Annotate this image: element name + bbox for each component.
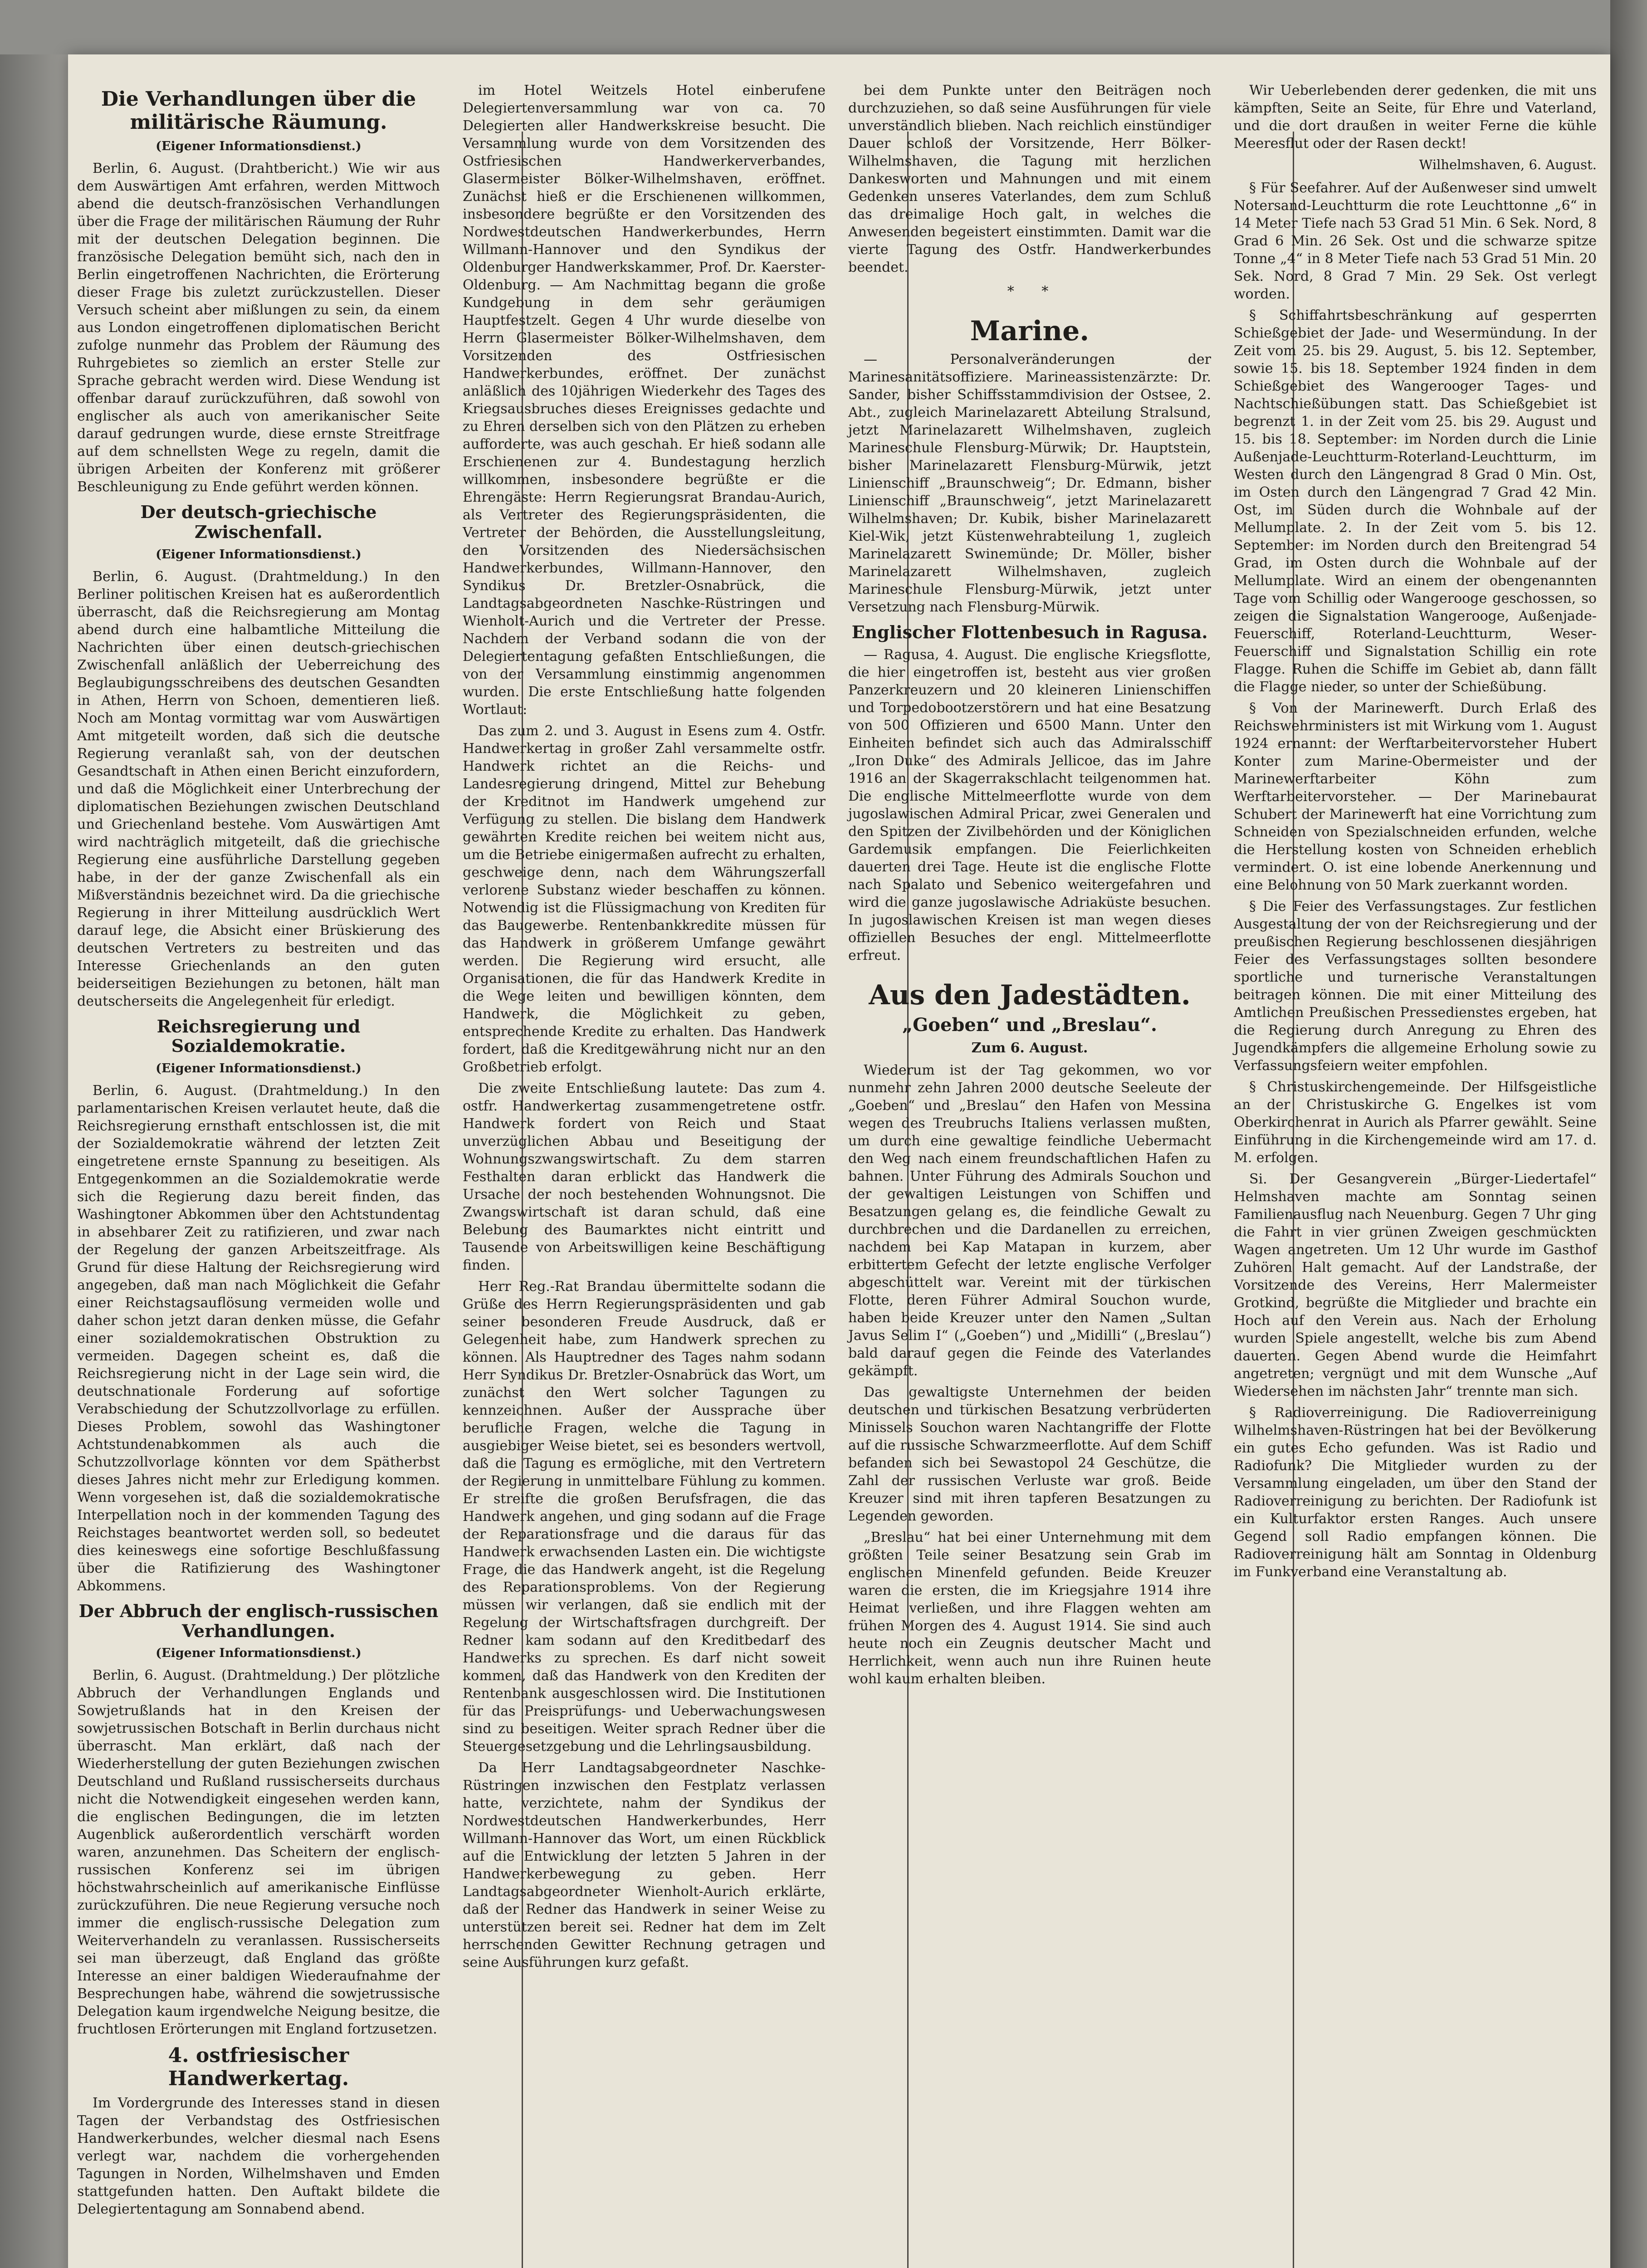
separator: * * — [1007, 284, 1052, 299]
resolution-text: Die zweite Entschließung lautete: Das zum 4. ostfr. Handwerkertag zusammengetretene ostfr. Handwerk fordert von Reich und Staat unverzüglichen Abbau und Beseitigung der Wohnungszwangswirtschaft. Zu dem starren Festhalten daran erblickt das Handwerk die Ursache der noch bestehenden Wohnungsnot. Die Zwangswirtschaft ist daran schuld, daß eine Belebung des Baumarktes nicht eintritt und Tausende von Arbeitswilligen keine Beschäftigung finden. — [463, 1080, 826, 1273]
column-2 — [463, 82, 826, 1975]
headline-zwischenfall: Der deutsch-griechische Zwischenfall. — [140, 502, 377, 542]
column-4 — [1234, 82, 1597, 1584]
subheadline-goeben-breslau: „Goeben“ und „Breslau“. — [902, 1014, 1157, 1036]
article-text: Da Herr Landtagsabgeordneter Naschke-Rüstringen inzwischen den Festplatz verlassen hatte, verzichtete, nahm der Syndikus der Nordwestdeutschen Handwerkerbundes, Herr Willmann-Hannover das Wort, um einen Rückblick auf die Entwicklung der letzten 5 Jahren in der Handwerkerbewegung zu geben. Herr Landtagsabgeordneter Wienholt-Aurich erklärte, daß der Redner das Handwerk in seiner Weise zu unterstützen bereit sei. Redner hat dem im Zelt herrschenden Gewitter Rechnung getragen und seine Ausführungen kurz gefaßt. — [463, 1760, 826, 1970]
page-shadow-right — [1610, 0, 1647, 2268]
notice-radio: § Radioverreinigung. Die Radioverreinigung Wilhelmshaven-Rüstringen hat bei der Bevölkerung ein gutes Echo gefunden. Was ist Radio und Radiofunk? Die Mitglieder wurden zu der Versammlung eingeladen, um über den Stand der Radioverreinigung zu berichten. Der Radiofunk ist ein Kulturfaktor ersten Ranges. Auch unsere Gegend soll Radio empfangen können. Die Radioverreinigung hält am Sonntag in Oldenburg im Funkverband eine Veranstaltung ab. — [1234, 1405, 1597, 1580]
column-1 — [77, 82, 440, 2222]
article-text: im Hotel Weitzels Hotel einberufene Delegiertenversammlung war von ca. 70 Delegierten aller Handwerkskreise besucht. Die Versammlung wurde von dem Vorsitzenden des Ostfriesischen Handwerkerverbandes, Glasermeister Bölker-Wilhelmshaven, eröffnet. Zunächst hieß er die Erschienenen willkommen, insbesondere begrüßte er den Vorsitzenden des Nordwestdeutschen Handwerkerbundes, Herrn Willmann-Hannover und den Syndikus der Oldenburger Handwerkskammer, Prof. Dr. Kaerster-Oldenburg. — Am Nachmittag begann die große Kundgebung in dem sehr geräumigen Hauptfestzelt. Gegen 4 Uhr wurde dieselbe von Herrn Glasermeister Bölker-Wilhelmshaven, dem Vorsitzenden des Ostfriesischen Handwerkerbundes, eröffnet. Der zunächst anläßlich des 10jährigen Wiederkehr des Tages des Kriegsausbruches dieses Ereignisses gedachte und zu Ehren derselben sich von den Plätzen zu erheben aufforderte, was auch geschah. Er hieß sodann alle Erschienenen zur 4. Bundestagung herzlich willkommen, insbesondere begrüßte er die Ehrengäste: Herrn Regierungsrat Brandau-Aurich, als Vertreter des Regierungspräsidenten, die Vertreter der Behörden, die Ausstellungsleitung, den Vorsitzenden des Niedersächsischen Handwerkerbundes, Willmann-Hannover, den Syndikus Dr. Bretzler-Osnabrück, die Landtagsabgeordneten Naschke-Rüstringen und Wienholt-Aurich und die Vertreter der Presse. Nachdem der Verband sodann die von der Delegiertentagung gefaßten Entschließungen, die von der Versammlung einstimmig angenommen wurden. Die erste Entschließung hatte folgenden Wortlaut: — [463, 83, 826, 718]
article-text: Im Vordergrunde des Interesses stand in diesen Tagen der Verbandstag des Ostfriesischen Handwerkerbundes, welcher diesmal nach Esens verlegt war, nachdem die vorhergehenden Tagungen in Norden, Wilhelmshaven und Emden stattgefunden hatten. Den Auftakt bildete die Delegiertentagung am Sonnabend abend. — [77, 2095, 440, 2217]
headline-marine: Marine. — [970, 315, 1090, 347]
article-text: Wiederum ist der Tag gekommen, wo vor nunmehr zehn Jahren 2000 deutsche Seeleute der „Goeben“ und „Breslau“ den Hafen von Messina wegen des Treubruchs Italiens verlassen mußten, um durch eine gewaltige feindliche Uebermacht den Weg nach einem freundschaftlichen Hafen zu bahnen. Unter Führung des Admirals Souchon und der gewaltigen Leistungen von Schiffen und Besatzungen gelang es, die feindliche Gewalt zu durchbrechen und die Dardanellen zu erreichen, nachdem bei Kap Matapan in kurzem, aber erbittertem Gefecht der letzte englische Verfolger abgeschüttelt war. Vereint mit der türkischen Flotte, deren Führer Admiral Souchon wurde, haben beide Kreuzer unter den Namen „Sultan Javus Selim I“ („Goeben“) und „Midilli“ („Breslau“) bald darauf gegen die Feinde des Vaterlandes gekämpft. — [848, 1062, 1211, 1379]
article-text: Das gewaltigste Unternehmen der beiden deutschen und türkischen Besatzung verbrüderten Minissels Souchon waren Nachtangriffe der Flotte auf die russische Schwarzmeerflotte. Auf dem Schiff befanden sich bei Sewastopol 24 Geschütze, die Zahl der russischen Verluste war groß. Beide Kreuzer sind mit ihren tapferen Besatzungen zu Legenden geworden. — [848, 1384, 1211, 1524]
page-shadow-left — [0, 54, 68, 2268]
byline: (Eigener Informationsdienst.) — [156, 547, 362, 562]
byline: (Eigener Informationsdienst.) — [156, 1061, 362, 1075]
article-text: — Personalveränderungen der Marinesanitätsoffiziere. Marineassistenzärzte: Dr. Sander, bisher Schiffsstammdivision der Ostsee, 2. Abt., zugleich Marinelazarett Abteilung Stralsund, jetzt Marinelazarett Wilhelmshaven, zugleich Marineschule Flensburg-Mürwik; Dr. Hauptstein, bisher Marinelazarett Flensburg-Mürwik, jetzt Linienschiff „Braunschweig“; Dr. Edmann, bisher Linienschiff „Braunschweig“, jetzt Marinelazarett Wilhelmshaven; Dr. Kubik, bisher Marinelazarett Kiel-Wik, jetzt Küstenwehrabteilung 1, zugleich Marinelazarett Swinemünde; Dr. Möller, bisher Marinelazarett Wilhelmshaven, zugleich Marineschule Flensburg-Mürwik, jetzt unter Versetzung nach Flensburg-Mürwik. — [848, 352, 1211, 615]
headline-englisch-russisch: Der Abbruch der englisch-russischen Verhandlungen. — [78, 1600, 439, 1641]
byline: (Eigener Informationsdienst.) — [156, 139, 362, 154]
column-3 — [848, 82, 1211, 1691]
article-text: Berlin, 6. August. (Drahtmeldung.) In den parlamentarischen Kreisen verlautet heute, daß die Reichsregierung ernsthaft entschlossen ist, die mit der Sozialdemokratie während der letzten Zeit eingetretene ernste Spannung zu beseitigen. Als Entgegenkommen an die Sozialdemokratie werde sich die Regierung dazu bereit finden, das Washingtoner Abkommen über den Achtstundentag in absehbarer Zeit zu ratifizieren, und zwar nach der Regelung der ganzen Arbeitszeitfrage. Als Grund für diese Haltung der Reichsregierung wird angegeben, daß man nach Möglichkeit die Gefahr einer Reichstagsauflösung vermeiden wolle und daher schon jetzt daran denken müsse, die Gefahr einer sozialdemokratischen Obstruktion zu vermeiden. Dagegen scheint es, daß die Reichsregierung nicht in der Lage sein wird, die deutschnationale Forderung auf sofortige Verabschiedung der Schutzzollvorlage zu erfüllen. Dieses Problem, sowohl das Washingtoner Achtstundenabkommen als auch die Schutzzollvorlage könnten vor dem Spätherbst dieses Jahres nicht mehr zur Erledigung kommen. Wenn vorgesehen ist, daß die sozialdemokratische Interpellation noch in der kommenden Tagung des Reichstages beantwortet werden soll, so bedeutet dies keineswegs eine sofortige Beschlußfassung über die Ratifizierung des Washingtoner Abkommens. — [77, 1082, 440, 1594]
article-text: bei dem Punkte unter den Beiträgen noch durchzuziehen, so daß seine Ausführungen für viele unverständlich blieben. Nach reichlich einstündiger Dauer schloß der Vorsitzende, Herr Bölker-Wilhelmshaven, die Tagung mit herzlichen Dankesworten und Mahnungen und mit einem Gedenken unseres Vaterlandes, dem zum Schluß das dreimalige Hoch galt, in welches die Anwesenden begeistert einstimmten. Damit war die vierte Tagung des Ostfr. Handwerkerbundes beendet. — [848, 83, 1211, 275]
article-text: — Ragusa, 4. August. Die englische Kriegsflotte, die hier eingetroffen ist, besteht aus vier großen Panzerkreuzern und 20 kleineren Linienschiffen und Torpedobootzerstörern und hat eine Besatzung von 500 Offizieren und 6500 Mann. Unter den Einheiten befindet sich auch das Admiralsschiff „Iron Duke“ des Admirals Jellicoe, das im Jahre 1916 an der Skagerrakschlacht teilgenommen hat. Die englische Mittelmeerflotte wurde von dem jugoslawischen Admiral Pricar, zwei Generalen und den Spitzen der Zivilbehörden und der Königlichen Gardemusik empfangen. Die Feierlichkeiten dauerten drei Tage. Heute ist die englische Flotte nach Spalato und Sebenico weitergefahren und wird die ganze jugoslawische Adriaküste besuchen. In jugoslawischen Kreisen ist man wegen dieses offiziellen Besuches der engl. Mittelmeerflotte erfreut. — [848, 646, 1211, 963]
article-text: Berlin, 6. August. (Drahtbericht.) Wie wir aus dem Auswärtigen Amt erfahren, werden Mittwoch abend die deutsch-französischen Verhandlungen über die Frage der militärischen Räumung der Ruhr mit der deutschen Delegation beginnen. Die französische Delegation bemüht sich, nach den in Berlin eingetroffenen Nachrichten, die Erörterung dieser Frage bis zuletzt zurückzustellen. Dieser Versuch scheint aber mißlungen zu sein, da einem aus London eingetroffenen diplomatischen Bericht zufolge nunmehr das Problem der Räumung des Ruhrgebietes so ziemlich an erster Stelle zur Sprache gebracht werden wird. Diese Wendung ist offenbar darauf zurückzuführen, daß sowohl von englischer als auch von amerikanischer Seite darauf gedrungen wurde, diese ernste Streitfrage auf dem schnellsten Wege zu regeln, damit die übrigen Arbeiten der Konferenz mit größerer Beschleunigung zu Ende geführt werden können. — [77, 161, 440, 495]
notice-seefahrer: § Für Seefahrer. Auf der Außenweser sind umwelt Notersand-Leuchtturm die rote Leuchttonne „6“ in 14 Meter Tiefe nach 53 Grad 51 Min. 6 Sek. Nord, 8 Grad 6 Min. 26 Sek. Ost und die schwarze spitze Tonne „4“ in 8 Meter Tiefe nach 53 Grad 51 Min. 20 Sek. Nord, 8 Grad 7 Min. 29 Sek. Ost verlegt worden. — [1234, 180, 1597, 302]
headline-flottenbesuch: Englischer Flottenbesuch in Ragusa. — [851, 622, 1208, 642]
notice-gesangverein: Si. Der Gesangverein „Bürger-Liedertafel“ Helmshaven machte am Sonntag seinen Familienausflug nach Neuenburg. Gegen 7 Uhr ging die Fahrt in vier grünen Zweigen geschmückten Wagen angetreten. Um 12 Uhr wurde im Gasthof Zuhören Halt gemacht. Auf der Landstraße, der Vorsitzende des Vereins, Herr Malermeister Grotkind, begrüßte die Mitglieder und brachte ein Hoch auf den Verein aus. Nach der Erholung wurden Spiele angestellt, welche bis zum Abend dauerten. Gegen Abend wurde die Heimfahrt angetreten; vergnügt und mit dem Wunsche „Auf Wiedersehen im nächsten Jahr“ trennte man sich. — [1234, 1171, 1597, 1399]
article-text: „Breslau“ hat bei einer Unternehmung mit dem größten Teile seiner Besatzung sein Grab im englischen Minenfeld gefunden. Beide Kreuzer waren die ersten, die im Kriegsjahre 1914 ihre Heimat verließen, und ihre Flaggen wehten am frühen Morgen des 4. August 1914. Sie sind auch heute noch ein Zeugnis deutscher Macht und Herrlichkeit, wenn auch nun ihre Ruinen heute wohl kaum erhalten bleiben. — [848, 1529, 1211, 1687]
notice-marinewerft: § Von der Marinewerft. Durch Erlaß des Reichswehrministers ist mit Wirkung vom 1. August 1924 ernannt: der Werftarbeitervorsteher Hubert Konter zum Marine-Obermeister und der Marinewerftarbeiter Köhn zum Werftarbeitervorsteher. — Der Marinebaurat Schubert der Marinewerft hat eine Vorrichtung zum Schneiden von Spezialschneiden erfunden, welche die Herstellung kosten von Schneiden erheblich vermindert. O. ist eine lobende Anerkennung und eine Belohnung von 50 Mark zuerkannt worden. — [1234, 700, 1597, 893]
dateline: Zum 6. August. — [971, 1040, 1088, 1056]
resolution-text: Das zum 2. und 3. August in Esens zum 4. Ostfr. Handwerkertag in großer Zahl versammelte ostfr. Handwerk richtet an die Reichs- und Landesregierung dringend, Mittel zur Behebung der Kreditnot im Handwerk umgehend zur Verfügung zu stellen. Die bislang dem Handwerk gewährten Kredite reichen bei weitem nicht aus, um die Betriebe einigermaßen aufrecht zu erhalten, geschweige denn, nach dem Währungszerfall verlorene Substanz wieder beschaffen zu können. Notwendig ist die Flüssigmachung von Krediten für das Baugewerbe. Rentenbankkredite müssen für das Handwerk in größerem Umfange gewährt werden. Die Regierung wird ersucht, alle Organisationen, die für das Handwerk Kredite in die Wege leiten und bewilligen könnten, dem Handwerk, die Möglichkeit zu geben, entsprechende Kredite zu erhalten. Das Handwerk fordert, daß die Kreditgewährung nicht nur an den Großbetrieb erfolgt. — [463, 723, 826, 1075]
headline-jadestaedte: Aus den Jadestädten. — [869, 979, 1191, 1011]
notice-christuskirche: § Christuskirchengemeinde. Der Hilfsgeistliche an der Christuskirche G. Engelkes ist vom Oberkirchenrat in Aurich als Pfarrer gewählt. Seine Einführung in die Kirchengemeinde wird am 17. d. M. erfolgen. — [1234, 1079, 1597, 1166]
headline-raeumung: Die Verhandlungen über die militärische Räumung. — [101, 88, 416, 134]
notice-schiessgebiet: § Schiffahrtsbeschränkung auf gesperrten Schießgebiet der Jade- und Wesermündung. In der Zeit vom 25. bis 29. August, 5. bis 12. September, sowie 15. bis 18. September 1924 finden in dem Schießgebiet des Wangerooger Tages- und Nachtschießübungen statt. Das Schießgebiet ist begrenzt 1. in der Zeit vom 25. bis 29. August und 15. bis 18. September: im Norden durch die Linie Außenjade-Leuchtturm-Roterland-Leuchtturm, im Westen durch den Längengrad 8 Grad 0 Min. Ost, im Osten durch den Längengrad 7 Grad 42 Min. Ost, im Süden durch die Wohnbale auf der Mellumplate. 2. In der Zeit vom 5. bis 12. September: im Norden durch den Breitengrad 54 Grad, im Osten durch die Wohnbale auf der Mellumplate. Wird an einem der obengenannten Tage vom Schillig oder Wangerooge geschossen, so zeigen die Signalstation Wangerooge, Außenjade-Feuerschiff, Roterland-Leuchtturm, Weser-Feuerschiff und Signalstation Schillig ein rote Flagge. Ruhen die Schiffe im Gebiet ab, dann fällt die Flagge nieder, so unter der Schießübung. — [1234, 308, 1597, 695]
article-text: Berlin, 6. August. (Drahtmeldung.) In den Berliner politischen Kreisen hat es außerordentlich überrascht, daß die Reichsregierung am Montag abend durch eine halbamtliche Mitteilung die Nachrichten über einen deutsch-griechischen Zwischenfall anläßlich der Ueberreichung des Beglaubigungsschreibens des deutschen Gesandten in Athen, Herrn von Schoen, dementieren ließ. Noch am Montag vormittag war vom Auswärtigen Amt mitgeteilt worden, daß sich die deutsche Regierung veranlaßt sah, von der deutschen Gesandtschaft in Athen einen Bericht einzufordern, und daß die Möglichkeit einer Unterbrechung der diplomatischen Beziehungen zwischen Deutschland und Griechenland bestehe. Vom Auswärtigen Amt wird nachträglich mitgeteilt, daß die griechische Regierung eine ausführliche Darstellung gegeben habe, in der der ganze Zwischenfall als ein Mißverständnis bezeichnet wird. Da die griechische Regierung in ihrer Mitteilung ausdrücklich Wert darauf lege, die Absicht einer Brüskierung des deutschen Vertreters zu bestreiten und das Interesse Griechenlands an den guten beiderseitigen Beziehungen zu betonen, hält man deutscherseits die Angelegenheit für erledigt. — [77, 568, 440, 1009]
notice-verfassungstag: § Die Feier des Verfassungstages. Zur festlichen Ausgestaltung der von der Reichsregierung und der preußischen Regierung beschlossenen diesjährigen Feier des Verfassungstages sollten besondere sportliche und turnerische Veranstaltungen beitragen können. Die mit einer Mitteilung des Amtlichen Preußischen Pressedienstes ergeben, hat die Regierung durch Anregung zu Ehren des Jugendkämpfers die allgemeine Erholung sowie zu Verfassungsfeiern weiter empfohlen. — [1234, 899, 1597, 1074]
article-text: Herr Reg.-Rat Brandau übermittelte sodann die Grüße des Herrn Regierungspräsidenten und gab seiner besonderen Freude Ausdruck, daß er Gelegenheit habe, zum Handwerk sprechen zu können. Als Hauptredner des Tages nahm sodann Herr Syndikus Dr. Bretzler-Osnabrück das Wort, um zunächst den Wert solcher Tagungen zu kennzeichnen. Außer der Aussprache über berufliche Fragen, welche die Tagung in ausgiebiger Weise bietet, sei es besonders wertvoll, daß die Tagung es ermögliche, mit den Vertretern der Regierung in unmittelbare Fühlung zu kommen. Er streifte die großen Berufsfragen, die das Handwerk angehen, und ging sodann auf die Frage der Reparationsfrage und die daraus für das Handwerk erwachsenden Lasten ein. Die wichtigste Frage, die das Handwerk angeht, ist die Regelung des Reparationsproblems. Von der Regierung müssen wir verlangen, daß sie endlich mit der Regelung der Wirtschaftsfragen durchgreift. Der Redner kam sodann auf den Kreditbedarf des Handwerks zu sprechen. Es darf nicht soweit kommen, daß das Handwerk von den Krediten der Rentenbank ausgeschlossen wird. Die Institutionen für das Preisprüfungs- und Ueberwachungswesen sind zu beseitigen. Weiter sprach Redner über die Steuergesetzgebung und die Lehrlingsausbildung. — [463, 1279, 826, 1755]
article-text: Berlin, 6. August. (Drahtmeldung.) Der plötzliche Abbruch der Verhandlungen Englands und Sowjetrußlands hat in den Kreisen der sowjetrussischen Botschaft in Berlin durchaus nicht überrascht. Man erklärt, daß nach der Wiederherstellung der guten Beziehungen zwischen Deutschland und Rußland russischerseits durchaus nicht die Notwendigkeit eingesehen werden kann, die englischen Bedingungen, die im letzten Augenblick außerordentlich verschärft worden waren, anzunehmen. Das Scheitern der englisch-russischen Konferenz sei im übrigen höchstwahrscheinlich auf amerikanische Einflüsse zurückzuführen. Die neue Regierung versuche noch immer die englisch-russische Delegation zum Weiterverhandeln zu veranlassen. Russischerseits sei man überzeugt, daß England das größte Interesse an einer baldigen Wiederaufnahme der Besprechungen habe, während die sowjetrussische Delegation kaum irgendwelche Neigung besitze, die fruchtlosen Erörterungen mit England fortzusetzen. — [77, 1667, 440, 2038]
headline-handwerkertag: 4. ostfriesischer Handwerkertag. — [168, 2044, 349, 2090]
article-text: Wir Ueberlebenden derer gedenken, die mit uns kämpften, Seite an Seite, für Ehre und Vaterland, und die dort draußen in weiter Ferne die kühle Meeresflut oder der Rasen deckt! — [1234, 83, 1597, 152]
headline-sozialdemokratie: Reichsregierung und Sozialdemokratie. — [156, 1016, 361, 1056]
byline: (Eigener Informationsdienst.) — [156, 1646, 362, 1661]
signature-line: Wilhelmshaven, 6. August. — [1419, 157, 1597, 172]
